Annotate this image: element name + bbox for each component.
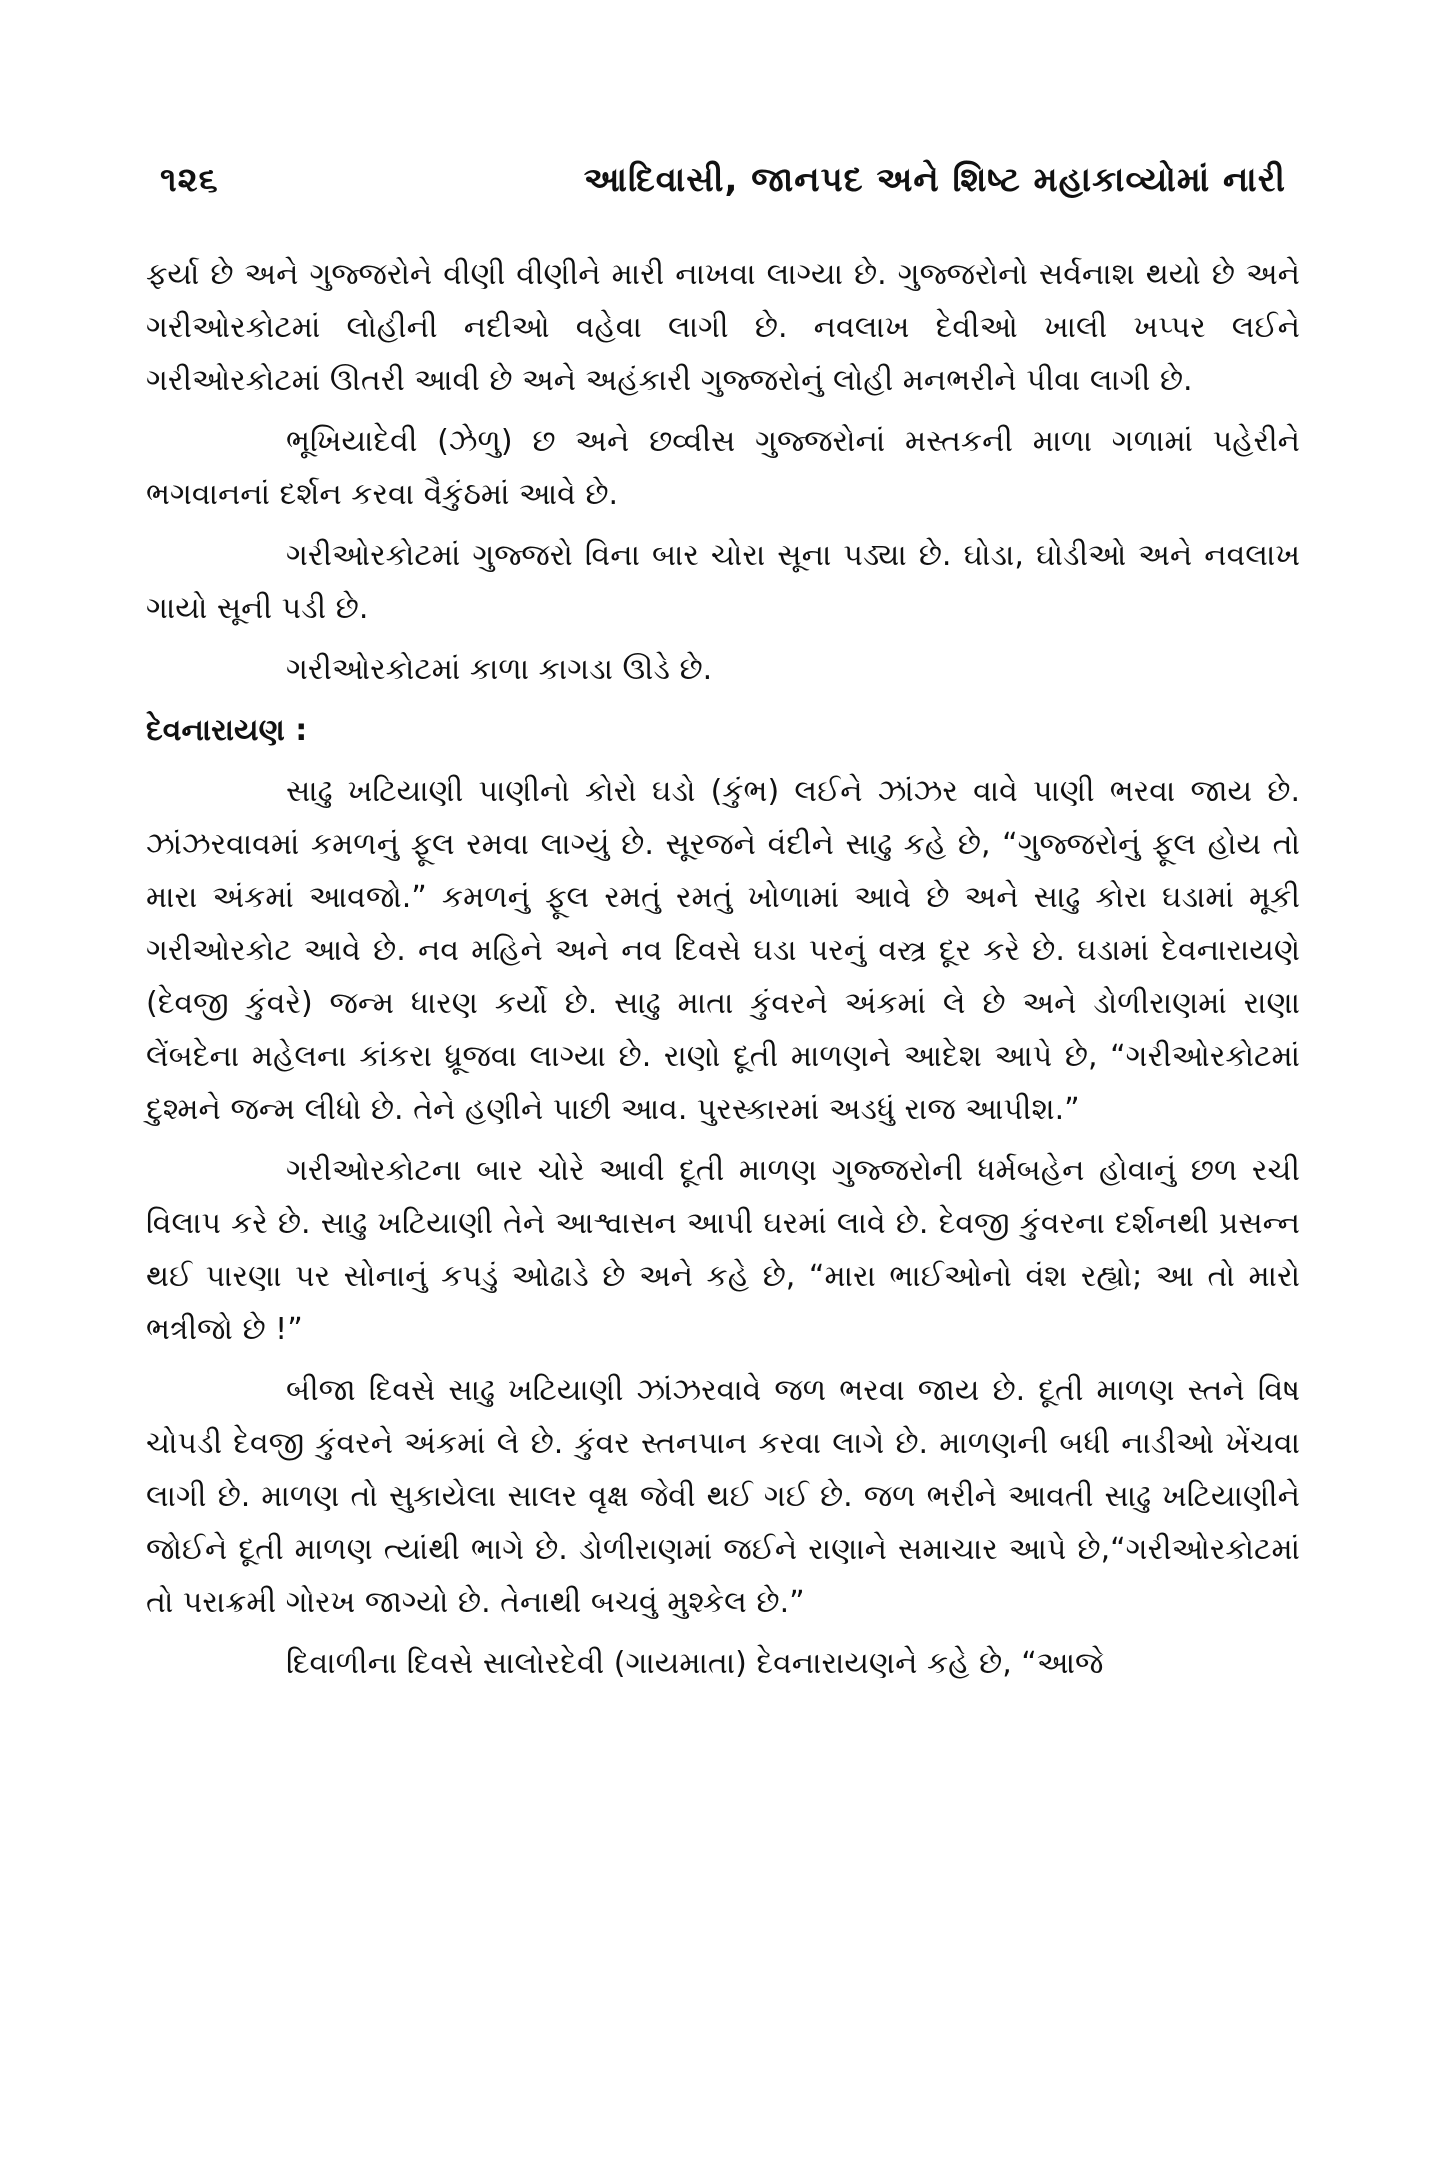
section-heading: દેવનારાયણ : (146, 713, 308, 748)
paragraph: ગરીઓરકોટના બાર ચોરે આવી દૂતી માળણ ગુજ્જરોની ધર્મબહેન હોવાનું છળ રચી વિલાપ કરે છે. સાઢુ ખટિયાણી તેને આશ્વાસન આપી ઘરમાં લાવે છે. દેવજી કુંવરના દર્શનથી પ્રસન્ન થઈ પારણા પર સોનાનું કપડું ઓઢાડે છે અને કહે છે, “મારા ભાઈઓનો વંશ રહ્યો; આ તો મારો ભત્રીજો છે !” (146, 1153, 1300, 1347)
paragraph: ગરીઓરકોટમાં કાળા કાગડા ઊડે છે. (286, 652, 713, 687)
paragraph: સાઢુ ખટિયાણી પાણીનો કોરો ઘડો (કુંભ) લઈને ઝાંઝર વાવે પાણી ભરવા જાય છે. ઝાંઝરવાવમાં કમળનું ફૂલ રમવા લાગ્યું છે. સૂરજને વંદીને સાઢુ કહે છે, “ગુજ્જરોનું ફૂલ હોય તો મારા અંકમાં આવજો.” કમળનું ફૂલ રમતું રમતું ખોળામાં આવે છે અને સાઢુ કોરા ઘડામાં મૂકી ગરીઓરકોટ આવે છે. નવ મહિને અને નવ દિવસે ઘડા પરનું વસ્ત્ર દૂર કરે છે. ઘડામાં દેવનારાયણે (દેવજી કુંવરે) જન્મ ધારણ કર્યો છે. સાઢુ માતા કુંવરને અંકમાં લે છે અને ડોળીરાણમાં રાણા લેંબદેના મહેલના કાંકરા ધ્રૂજવા લાગ્યા છે. રાણો દૂતી માળણને આદેશ આપે છે, “ગરીઓરકોટમાં દુશ્મને જન્મ લીધો છે. તેને હણીને પાછી આવ. પુરસ્કારમાં અડધું રાજ આપીશ.” (146, 774, 1300, 1127)
paragraph: ભૂખિયાદેવી (ઝેળુ) છ અને છવ્વીસ ગુજ્જરોનાં મસ્તકની માળા ગળામાં પહેરીને ભગવાનનાં દર્શન કરવા વૈકુંઠમાં આવે છે. (146, 424, 1300, 512)
paragraph: ફર્યા છે અને ગુજ્જરોને વીણી વીણીને મારી નાખવા લાગ્યા છે. ગુજ્જરોનો સર્વનાશ થયો છે અને ગરીઓરકોટમાં લોહીની નદીઓ વહેવા લાગી છે. નવલાખ દેવીઓ ખાલી ખપ્પર લઈને ગરીઓરકોટમાં ઊતરી આવી છે અને અહંકારી ગુજ્જરોનું લોહી મનભરીને પીવા લાગી છે. (146, 257, 1300, 398)
paragraph: ગરીઓરકોટમાં ગુજ્જરો વિના બાર ચોરા સૂના પડ્યા છે. ઘોડા, ઘોડીઓ અને નવલાખ ગાયો સૂની પડી છે. (146, 538, 1300, 626)
page-header (160, 160, 1286, 220)
page-body (146, 248, 1300, 1698)
paragraph: બીજા દિવસે સાઢુ ખટિયાણી ઝાંઝરવાવે જળ ભરવા જાય છે. દૂતી માળણ સ્તને વિષ ચોપડી દેવજી કુંવરને અંકમાં લે છે. કુંવર સ્તનપાન કરવા લાગે છે. માળણની બધી નાડીઓ ખેંચવા લાગી છે. માળણ તો સુકાયેલા સાલર વૃક્ષ જેવી થઈ ગઈ છે. જળ ભરીને આવતી સાઢુ ખટિયાણીને જોઈને દૂતી માળણ ત્યાંથી ભાગે છે. ડોળીરાણમાં જઈને રાણાને સમાચાર આપે છે,“ગરીઓરકોટમાં તો પરાક્રમી ગોરખ જાગ્યો છે. તેનાથી બચવું મુશ્કેલ છે.” (146, 1373, 1300, 1620)
running-title: આદિવાસી, જાનપદ અને શિષ્ટ મહાકાવ્યોમાં નારી (583, 160, 1286, 200)
page-number: ૧૨૬ (160, 160, 219, 200)
paragraph: દિવાળીના દિવસે સાલોરદેવી (ગાયમાતા) દેવનારાયણને કહે છે, “આજે (286, 1646, 1104, 1681)
